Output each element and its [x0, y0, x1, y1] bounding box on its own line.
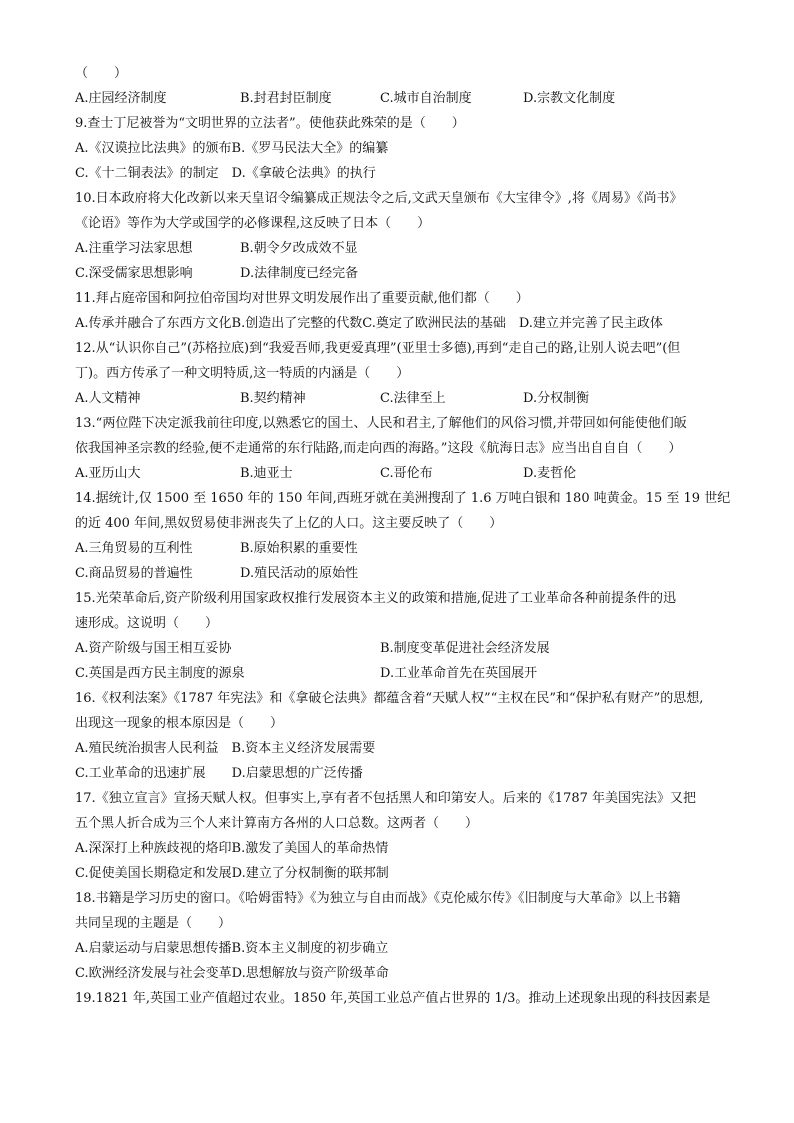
option-row — [75, 761, 725, 786]
answer-option[interactable]: A.人文精神 — [75, 391, 141, 406]
answer-option[interactable]: B.迪亚士 — [240, 466, 293, 481]
answer-option[interactable]: A.三角贸易的互利性 — [75, 541, 193, 556]
option-row — [75, 936, 725, 961]
question-stem-line: 速形成。这说明（ ） — [75, 616, 219, 631]
question-stem-line: 17.《独立宣言》宣扬天赋人权。但事实上,享有者不包括黑人和印第安人。后来的《1787 年美国宪法》又把 — [75, 791, 697, 806]
question-stem-line: 13.“两位陛下决定派我前往印度,以熟悉它的国土、人民和君主,了解他们的风俗习惯,并带回如何能使他们皈 — [75, 416, 687, 431]
option-row — [75, 836, 725, 861]
answer-option[interactable]: A.《汉谟拉比法典》的颁布B.《罗马民法大全》的编纂 — [75, 141, 389, 156]
question-stem-line: 10.日本政府将大化改新以来天皇诏令编纂成正规法令之后,文武天皇颁布《大宝律令》,将《周易》《尚书》 — [75, 191, 683, 206]
answer-option[interactable]: D.工业革命首先在英国展开 — [380, 666, 538, 681]
question-stem-line: （ ） — [75, 66, 128, 81]
option-row — [75, 661, 725, 686]
question-list — [75, 61, 731, 1011]
option-row — [75, 261, 725, 286]
option-row — [75, 561, 725, 586]
answer-option[interactable]: D.麦哲伦 — [523, 466, 577, 481]
answer-option[interactable]: B.原始积累的重要性 — [240, 541, 358, 556]
answer-option[interactable]: A.注重学习法家思想 — [75, 241, 193, 256]
answer-option[interactable]: D.殖民活动的原始性 — [240, 566, 359, 581]
answer-option[interactable]: C.欧洲经济发展与社会变革D.思想解放与资产阶级革命 — [75, 966, 389, 981]
answer-option[interactable]: C.促使美国长期稳定和发展D.建立了分权制衡的联邦制 — [75, 866, 389, 881]
answer-option[interactable]: C.哥伦布 — [380, 466, 433, 481]
answer-option[interactable]: B.契约精神 — [240, 391, 306, 406]
answer-option[interactable]: A.传承并融合了东西方文化B.创造出了完整的代数C.奠定了欧洲民法的基础 D.建立并完善了民主政体 — [75, 316, 663, 331]
question-stem-line: 14.据统计,仅 1500 至 1650 年的 150 年间,西班牙就在美洲搜刮了 1.6 万吨白银和 180 吨黄金。15 至 19 世纪 — [75, 491, 731, 506]
answer-option[interactable]: A.庄园经济制度 — [75, 91, 167, 106]
question-stem-line: 《论语》等作为大学或国学的必修课程,这反映了日本（ ） — [75, 216, 431, 231]
answer-option[interactable]: C.法律至上 — [380, 391, 446, 406]
answer-option[interactable]: C.深受儒家思想影响 — [75, 266, 193, 281]
question-stem-line: 11.拜占庭帝国和阿拉伯帝国均对世界文明发展作出了重要贡献,他们都（ ） — [75, 291, 529, 306]
option-row — [75, 736, 725, 761]
option-row — [75, 136, 725, 161]
answer-option[interactable]: C.工业革命的迅速扩展 D.启蒙思想的广泛传播 — [75, 766, 363, 781]
question-stem-line: 12.从“认识你自己”(苏格拉底)到“我爱吾师,我更爱真理”(亚里士多德),再到“走自己的路,让别人说去吧”(但 — [75, 341, 681, 356]
question-stem-line: 丁)。西方传承了一种文明特质,这一特质的内涵是（ ） — [75, 366, 410, 381]
answer-option[interactable]: C.商品贸易的普遍性 — [75, 566, 193, 581]
answer-option[interactable]: B.封君封臣制度 — [240, 91, 332, 106]
option-row — [75, 236, 725, 261]
answer-option[interactable]: C.英国是西方民主制度的源泉 — [75, 666, 245, 681]
option-row — [75, 636, 725, 661]
answer-option[interactable]: D.宗教文化制度 — [523, 91, 616, 106]
answer-option[interactable]: A.亚历山大 — [75, 466, 141, 481]
answer-option[interactable]: B.朝令夕改成效不显 — [240, 241, 358, 256]
question-stem-line: 15.光荣革命后,资产阶级利用国家政权推行发展资本主义的政策和措施,促进了工业革命各种前提条件的迅 — [75, 591, 676, 606]
question-stem-line: 19.1821 年,英国工业产值超过农业。1850 年,英国工业总产值占世界的 1/3。推动上述现象出现的科技因素是 — [75, 991, 711, 1006]
question-stem-line: 9.查士丁尼被誉为“文明世界的立法者”。使他获此殊荣的是（ ） — [75, 116, 465, 131]
answer-option[interactable]: D.法律制度已经完备 — [240, 266, 359, 281]
option-row — [75, 461, 725, 486]
option-row — [75, 86, 725, 111]
question-stem-line: 依我国神圣宗教的经验,便不走通常的东行陆路,而走向西的海路。”这段《航海日志》应当出自自自（ ） — [75, 441, 682, 456]
question-stem-line: 五个黑人折合成为三个人来计算南方各州的人口总数。这两者（ ） — [75, 816, 479, 831]
option-row — [75, 961, 725, 986]
answer-option[interactable]: D.分权制衡 — [523, 391, 590, 406]
answer-option[interactable]: B.制度变革促进社会经济发展 — [380, 641, 550, 656]
option-row — [75, 386, 725, 411]
option-row — [75, 536, 725, 561]
answer-option[interactable]: C.《十二铜表法》的制定 D.《拿破仑法典》的执行 — [75, 166, 376, 181]
question-stem-line: 出现这一现象的根本原因是（ ） — [75, 716, 284, 731]
answer-option[interactable]: A.资产阶级与国王相互妥协 — [75, 641, 232, 656]
question-stem-line: 16.《权利法案》《1787 年宪法》和《拿破仑法典》都蕴含着“天赋人权”“主权在民”和“保护私有财产”的思想, — [75, 691, 704, 706]
answer-option[interactable]: A.深深打上种族歧视的烙印B.激发了美国人的革命热情 — [75, 841, 389, 856]
answer-option[interactable]: C.城市自治制度 — [380, 91, 472, 106]
option-row — [75, 861, 725, 886]
answer-option[interactable]: A.启蒙运动与启蒙思想传播B.资本主义制度的初步确立 — [75, 941, 389, 956]
answer-option[interactable]: A.殖民统治损害人民利益 B.资本主义经济发展需要 — [75, 741, 376, 756]
question-stem-line: 的近 400 年间,黑奴贸易使非洲丧失了上亿的人口。这主要反映了（ ） — [75, 516, 503, 531]
option-row — [75, 161, 725, 186]
option-row — [75, 311, 725, 336]
question-stem-line: 共同呈现的主题是（ ） — [75, 916, 232, 931]
question-stem-line: 18.书籍是学习历史的窗口。《哈姆雷特》《为独立与自由而战》《克伦威尔传》《旧制度与大革命》以上书籍 — [75, 891, 681, 906]
